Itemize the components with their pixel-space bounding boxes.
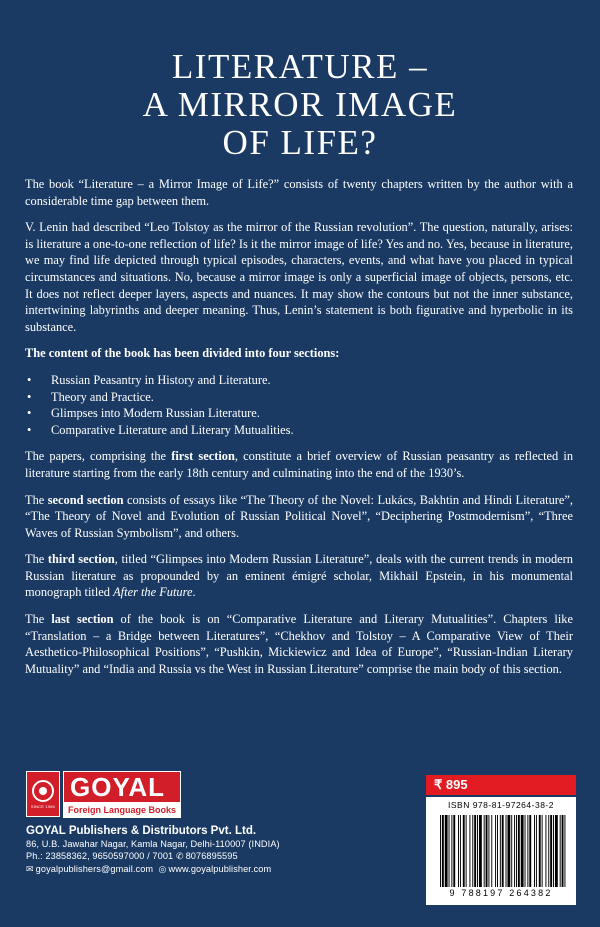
logo-wordmark: GOYAL: [63, 771, 181, 802]
list-item: • Theory and Practice.: [25, 389, 573, 406]
website-link[interactable]: www.goyalpublisher.com: [168, 864, 272, 874]
book-title: [0, 48, 600, 162]
sections-list: [25, 372, 573, 438]
publisher-block: [26, 771, 346, 875]
isbn-barcode: [426, 797, 576, 905]
title-line-2: A MIRROR IMAGE: [142, 85, 458, 124]
sections-heading: The content of the book has been divided into four sections:: [25, 346, 340, 361]
third-section-paragraph: The third section, titled “Glimpses into Modern Russian Literature”, deals with the current trends in modern Russian literature as propounded by an eminent émigré scholar, Mikhail Epstein, in his monumental monograph titled After the Future.: [25, 552, 573, 600]
list-item: • Russian Peasantry in History and Literature.: [25, 372, 573, 389]
title-line-1: LITERATURE –: [171, 47, 429, 86]
barcode-number: 9 788197 264382: [449, 888, 553, 898]
title-line-3: OF LIFE?: [222, 123, 378, 162]
first-section-paragraph: The papers, comprising the first section, constitute a brief overview of Russian peasantry as reflected in literature starting from the early 18th century and culminating into the end of the 1930’s.: [25, 449, 574, 480]
price-tag: ₹ 895: [426, 775, 576, 795]
lenin-paragraph: V. Lenin had described “Leo Tolstoy as the mirror of the Russian revolution”. The question, naturally, arises: is literature a one-to-one reflection of life? Is it the mirror image of life? Yes and no. Yes, because in literature, we may find life depicted through typical episodes, characters, events, and what have you placed in typical circumstances and situations. No, because a mirror image is only a superficial image of objects, persons, etc. It does not reflect deeper layers, aspects and nuances. It may show the contours but not the inner substance, intertwining labyrinths and deeper meaning. Thus, Lenin’s statement is both figurative and hyperbolic in its substance.: [25, 220, 573, 334]
blurb: [25, 176, 573, 687]
isbn-label: ISBN 978-81-97264-38-2: [448, 800, 554, 810]
barcode-bars: [440, 815, 566, 887]
list-item: • Glimpses into Modern Russian Literature.: [25, 405, 573, 422]
email-link[interactable]: goyalpublishers@gmail.com: [35, 864, 154, 874]
last-section-paragraph: The last section of the book is on “Comparative Literature and Literary Mutualities”. Chapters like “Translation – a Bridge between Literatures”, “Chekhov and Tolstoy – A Comparative View of Their Aesthetico-Philosophical Positions”, “Pushkin, Mickiewicz and Idea of Europe”, “Russian-Indian Literary Mutuality” and “India and Russia vs the West in Russian Literature” comprise the main body of this section.: [25, 612, 573, 676]
whatsapp-icon: ✆: [175, 851, 184, 861]
globe-icon: ◎: [158, 864, 167, 874]
email-icon: ✉: [26, 864, 34, 874]
publisher-phone: Ph.: 23858362, 9650597000 / 7001 ✆ 8076895595: [26, 851, 238, 861]
publisher-contact: [26, 864, 346, 875]
second-section-paragraph: The second section consists of essays like “The Theory of the Novel: Lukács, Bakhtin and Hindi Literature”, “The Theory of Novel and Evolution of Russian Political Novel”, “Deciphering Postmodernism”, “Three Waves of Russian Symbolism”, and others.: [25, 492, 573, 540]
publisher-logo: [26, 771, 346, 817]
list-item: • Comparative Literature and Literary Mutualities.: [25, 422, 573, 439]
logo-seal-icon: SINCE 1980: [26, 771, 60, 817]
intro-paragraph: The book “Literature – a Mirror Image of Life?” consists of twenty chapters written by the author with a considerable time gap between them.: [25, 177, 573, 208]
publisher-address: 86, U.B. Jawahar Nagar, Kamla Nagar, Delhi-110007 (INDIA): [26, 839, 280, 849]
logo-tagline: Foreign Language Books: [63, 802, 181, 818]
publisher-name: GOYAL Publishers & Distributors Pvt. Ltd.: [26, 825, 257, 837]
